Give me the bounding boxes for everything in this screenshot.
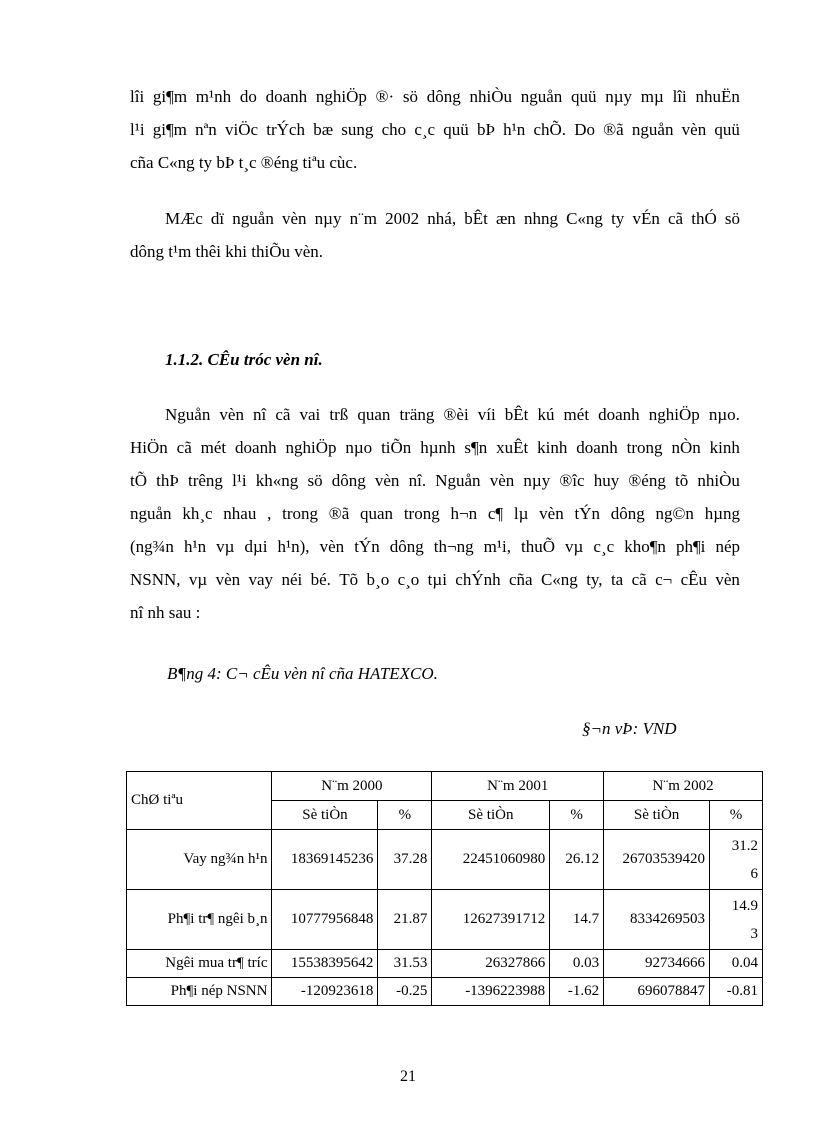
cell: 14.7 [550, 890, 604, 950]
cell: 696078847 [604, 978, 710, 1006]
word: nî [253, 405, 267, 424]
cell: 0.03 [550, 950, 604, 978]
percent-header: % [710, 801, 763, 830]
word: lîi [672, 87, 687, 106]
word: nguån [631, 120, 674, 139]
word: cÊu [680, 570, 708, 589]
word: ph¶i [675, 537, 706, 556]
word: thÞ [156, 471, 179, 490]
word: mét [200, 438, 227, 457]
word: doanh [598, 405, 640, 424]
word: ty, [586, 570, 603, 589]
word: MÆc [165, 209, 203, 228]
word: nµy [314, 209, 342, 228]
word: c¸c [593, 537, 615, 556]
word: chÕ. [533, 120, 567, 139]
word: kinh [709, 438, 740, 457]
cell: 26327866 [432, 950, 550, 978]
word: vµ [565, 537, 584, 556]
paragraph-1-line [130, 80, 740, 113]
word: , [267, 504, 272, 523]
word: s¶n [464, 438, 488, 457]
cell: -120923618 [272, 978, 378, 1006]
amount-header: Sè tiÒn [272, 801, 378, 830]
cell: 26703539420 [604, 830, 710, 890]
word: Nguån [435, 471, 481, 490]
table-row [127, 830, 763, 890]
word: nµy [605, 87, 633, 106]
cell: 15538395642 [272, 950, 378, 978]
word: bÞ [476, 120, 495, 139]
word: c¬ [655, 570, 673, 589]
word: do [239, 87, 257, 106]
word: æn [495, 209, 516, 228]
cell: -1396223988 [432, 978, 550, 1006]
word: kh¸c [182, 504, 213, 523]
word: h¹n [503, 120, 526, 139]
cell: -1.62 [550, 978, 604, 1006]
word: thuÕ [521, 537, 555, 556]
word: nguån [520, 87, 563, 106]
year-header: N¨m 2000 [272, 772, 432, 801]
cell: 0.04 [710, 950, 763, 978]
word: vay [248, 570, 274, 589]
word: gi¶m [152, 87, 188, 106]
word: vèn [215, 570, 241, 589]
word: C«ng [566, 209, 603, 228]
word: kh«ng [255, 471, 299, 490]
table-row [127, 890, 763, 950]
word: trong [282, 504, 319, 523]
word: dông [389, 537, 424, 556]
cell: 26.12 [550, 830, 604, 890]
word: nî. [408, 471, 427, 490]
cell [710, 890, 763, 950]
paragraph-1-line [130, 113, 740, 146]
word: xuÊt [496, 438, 529, 457]
word: nguån [232, 209, 274, 228]
word: ®éng [628, 471, 666, 490]
word: doanh [235, 438, 277, 457]
word: ®èi [443, 405, 469, 424]
word: ®· [375, 87, 395, 106]
row-label: Ngêi mua tr¶ tríc [127, 950, 272, 978]
word: ®ã [603, 120, 624, 139]
word: doanh [576, 438, 618, 457]
paragraph-2 [130, 202, 740, 268]
cell-line: 3 [750, 925, 758, 942]
word: vèn [281, 209, 307, 228]
cell-line: 31.2 [731, 837, 758, 854]
word: hµnh [420, 438, 456, 457]
word: vµ [188, 570, 208, 589]
cell: 18369145236 [272, 830, 378, 890]
word: trÝch [266, 120, 305, 139]
cell: 10777956848 [272, 890, 378, 950]
paragraph-3-line [130, 497, 740, 530]
word: nµo [345, 438, 373, 457]
word: kinh [537, 438, 568, 457]
word: néi [281, 570, 303, 589]
word: bæ [313, 120, 334, 139]
year-header: N¨m 2002 [604, 772, 763, 801]
word: nªn [195, 120, 217, 139]
word: trêng [188, 471, 223, 490]
word: bÊt [504, 405, 529, 424]
word: lîi [130, 87, 145, 106]
word: tµi [427, 570, 447, 589]
paragraph-3-line [130, 464, 740, 497]
word: tÝn [354, 537, 380, 556]
word: quan [357, 405, 391, 424]
word: m¹i, [483, 537, 511, 556]
word: th¬ng [433, 537, 474, 556]
word: vèn [219, 405, 244, 424]
word: nhuËn [695, 87, 740, 106]
row-label: Ph¶i tr¶ ngêi b¸n [127, 890, 272, 950]
cell: -0.81 [710, 978, 763, 1006]
cell: 12627391712 [432, 890, 550, 950]
word: vèn [539, 504, 564, 523]
word: quan [360, 504, 394, 523]
cell: 92734666 [604, 950, 710, 978]
word: bÊt [464, 209, 488, 228]
word: c¶ [487, 504, 504, 523]
word: dµi [244, 537, 268, 556]
word: l¹i [232, 471, 247, 490]
row-label: Ph¶i nép NSNN [127, 978, 272, 1006]
cell: 8334269503 [604, 890, 710, 950]
word: quü [571, 87, 597, 106]
word: cña [509, 570, 533, 589]
word: h¬n [450, 504, 478, 523]
word: h¹n [183, 537, 207, 556]
word: nµo. [708, 405, 740, 424]
word: chÝnh [455, 570, 501, 589]
word: m¹nh [195, 87, 232, 106]
word: kho¶n [624, 537, 666, 556]
word: trß [329, 405, 349, 424]
word: bé. [310, 570, 331, 589]
word: hµng [704, 504, 740, 523]
word: Nguån [165, 405, 211, 424]
word: nghiÖp [285, 438, 337, 457]
row-label: Vay ng¾n h¹n [127, 830, 272, 890]
word: tiÕn [381, 438, 412, 457]
table-row [127, 978, 763, 1006]
word: nghiÖp [648, 405, 700, 424]
paragraph-1-line: cña C«ng ty bÞ t¸c ®éng tiªu cùc. [130, 153, 358, 172]
word: viÖc [225, 120, 259, 139]
word: ®ã [328, 504, 350, 523]
word: mét [563, 405, 590, 424]
section-heading: 1.1.2. CÊu tróc vèn nî. [165, 350, 323, 369]
word: gi¶m [152, 120, 187, 139]
word: h¹n), [277, 537, 310, 556]
table-header-row [127, 772, 763, 801]
percent-header: % [550, 801, 604, 830]
word: (ng¾n [130, 537, 174, 556]
word: vÉn [632, 209, 660, 228]
word: thÓ [691, 209, 717, 228]
word: huy [593, 471, 620, 490]
year-header: N¨m 2001 [432, 772, 604, 801]
word: nghiÖp [315, 87, 367, 106]
word: sung [341, 120, 374, 139]
word: nÒn [671, 438, 701, 457]
word: nguån [130, 504, 172, 523]
cell [710, 830, 763, 890]
word: l¹i [130, 120, 145, 139]
paragraph-2-line [130, 202, 740, 235]
word: trong [626, 438, 663, 457]
word: mµ [640, 87, 664, 106]
cell: 21.87 [378, 890, 432, 950]
word: nhiÒu [469, 87, 513, 106]
debt-structure-table [126, 771, 763, 1006]
paragraph-3-line: nî nh sau : [130, 603, 201, 622]
cell: 31.53 [378, 950, 432, 978]
word: ng©n [655, 504, 694, 523]
word: vèn [374, 471, 400, 490]
word: quü [714, 120, 740, 139]
word: 2002 [385, 209, 420, 228]
word: sö [724, 209, 740, 228]
word: sö [307, 471, 323, 490]
word: doanh [265, 87, 308, 106]
paragraph-3 [130, 398, 740, 629]
cell-line: 6 [750, 865, 758, 882]
word: tÝn [574, 504, 600, 523]
page-number: 21 [400, 1068, 416, 1085]
word: Tõ [339, 570, 359, 589]
word: víi [477, 405, 496, 424]
word: nhng [523, 209, 558, 228]
percent-header: % [378, 801, 432, 830]
word: vèn [489, 471, 515, 490]
word: quü [443, 120, 469, 139]
amount-header: Sè tiÒn [432, 801, 550, 830]
word: vèn [319, 537, 345, 556]
word: ty [611, 209, 625, 228]
word: trong [403, 504, 440, 523]
word: ®îc [559, 471, 585, 490]
word: Do [574, 120, 596, 139]
cell: -0.25 [378, 978, 432, 1006]
word: vai [299, 405, 321, 424]
word: dông [331, 471, 366, 490]
word: cho [381, 120, 407, 139]
word: b¸o [366, 570, 390, 589]
cell: 37.28 [378, 830, 432, 890]
unit-label: §¬n vÞ: VND [582, 719, 677, 738]
paragraph-3-line [130, 431, 740, 464]
word: nhá, [427, 209, 457, 228]
word: tÕ [130, 471, 147, 490]
word: cã [631, 570, 647, 589]
table-row [127, 950, 763, 978]
cell-line: 14.9 [731, 897, 758, 914]
word: dï [210, 209, 225, 228]
paragraph-1 [130, 80, 740, 179]
word: nµy [523, 471, 551, 490]
word: vèn [681, 120, 707, 139]
word: ta [610, 570, 624, 589]
word: nép [715, 537, 740, 556]
word: träng [399, 405, 435, 424]
amount-header: Sè tiÒn [604, 801, 710, 830]
word: lµ [513, 504, 529, 523]
word: HiÖn [130, 438, 168, 457]
word: sö [402, 87, 419, 106]
word: nhau [223, 504, 257, 523]
word: vµ [216, 537, 235, 556]
word: c¸c [414, 120, 436, 139]
word: vèn [715, 570, 740, 589]
cell: 22451060980 [432, 830, 550, 890]
paragraph-3-line [130, 563, 740, 596]
word: dông [426, 87, 461, 106]
word: kú [537, 405, 555, 424]
paragraph-3-line [130, 398, 740, 431]
table-caption: B¶ng 4: C¬ cÊu vèn nî cña HATEXCO. [167, 664, 438, 683]
word: tõ [675, 471, 689, 490]
word: dông [610, 504, 645, 523]
word: n¨m [349, 209, 377, 228]
word: cã [667, 209, 684, 228]
corner-header: ChØ tiªu [127, 772, 272, 830]
paragraph-2-line: dông t¹m thêi khi thiÕu vèn. [130, 242, 324, 261]
word: nhiÒu [697, 471, 740, 490]
word: c¸o [397, 570, 420, 589]
word: cã [176, 438, 192, 457]
paragraph-3-line [130, 530, 740, 563]
word: NSNN, [130, 570, 181, 589]
word: cã [275, 405, 291, 424]
word: C«ng [540, 570, 578, 589]
